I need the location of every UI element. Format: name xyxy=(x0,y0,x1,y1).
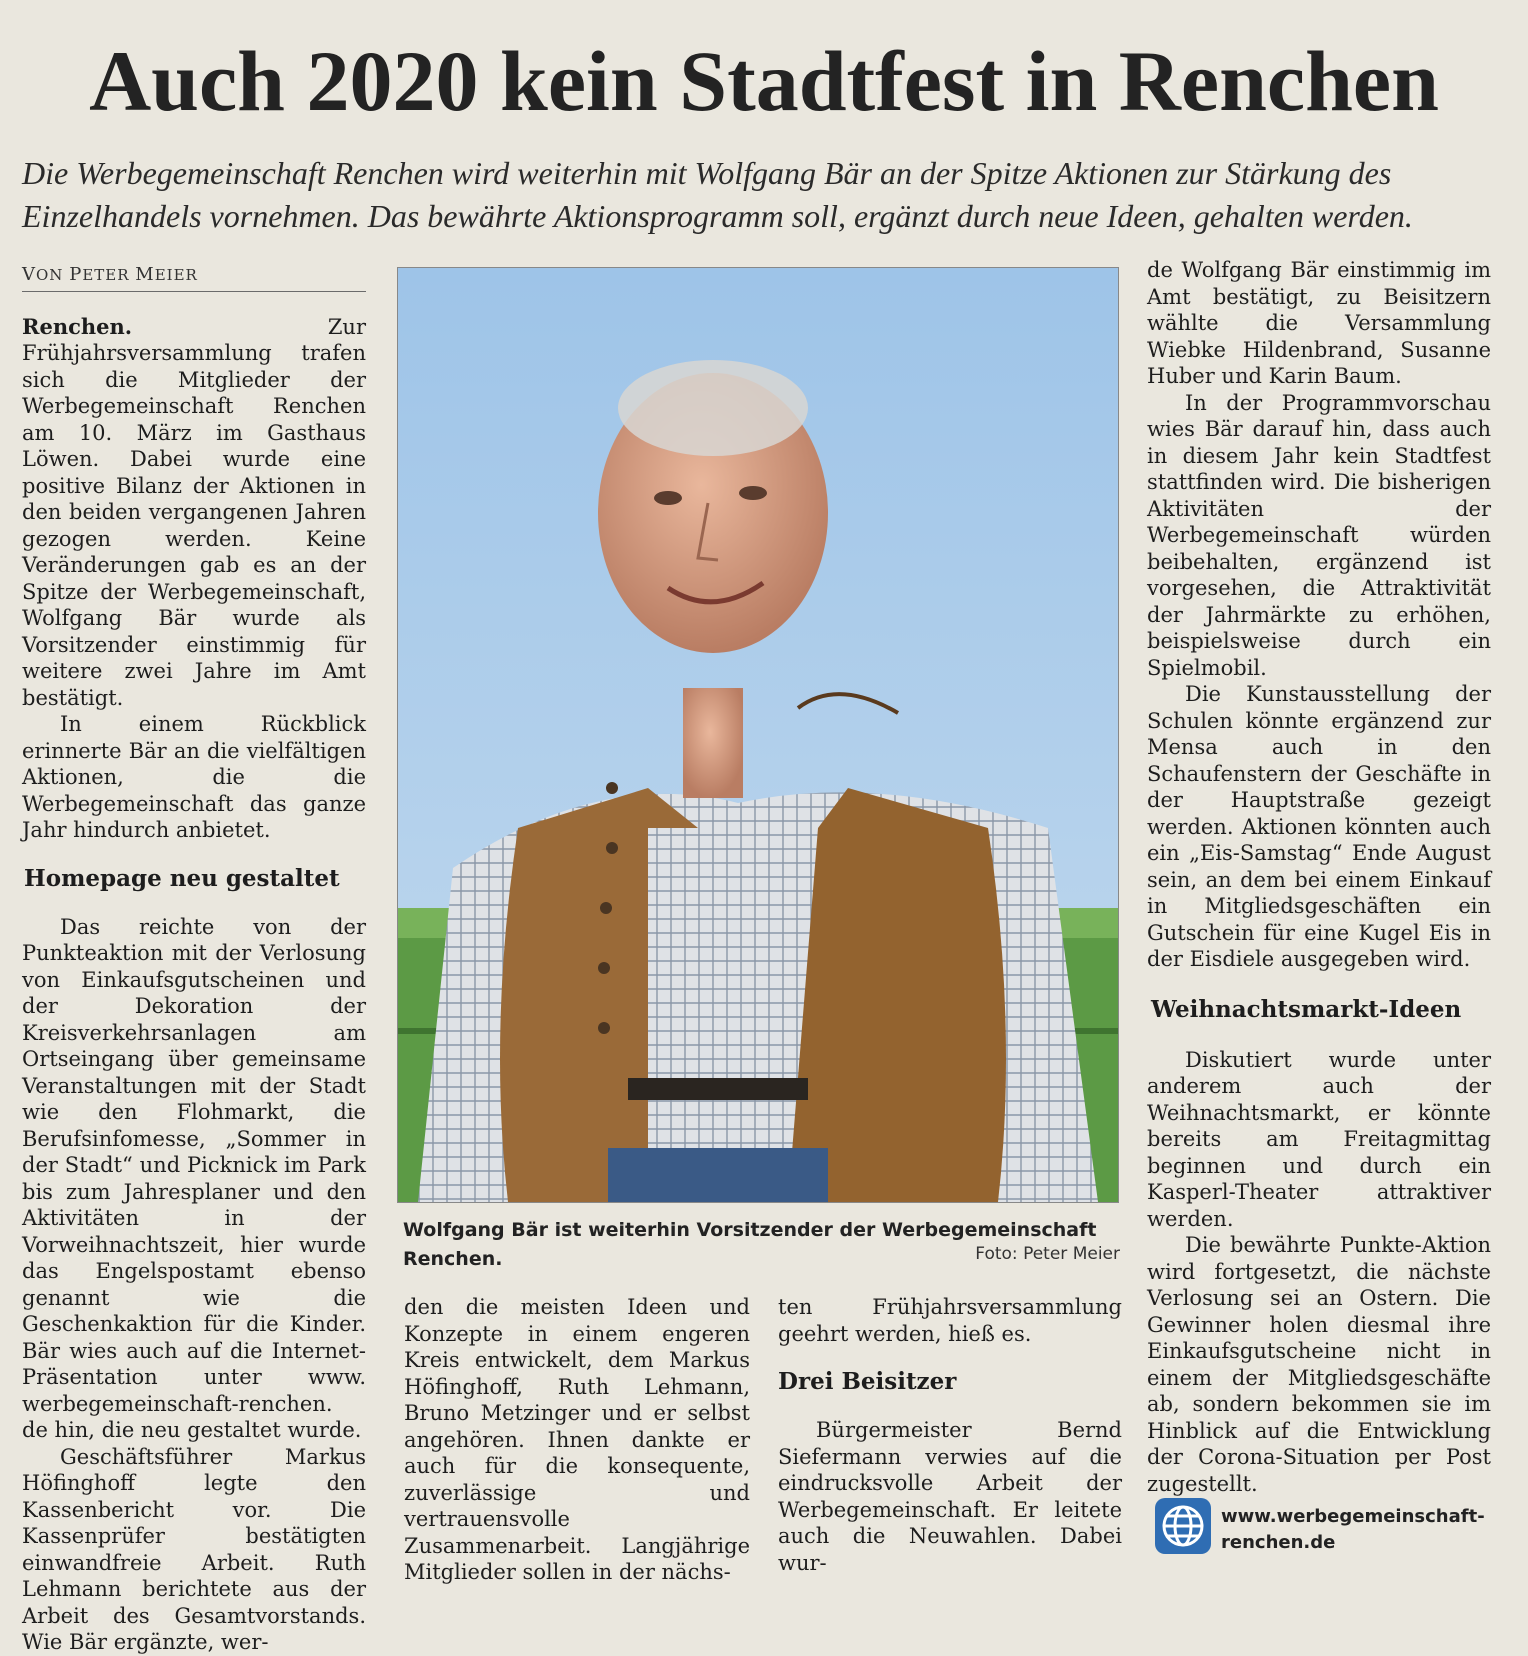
article-paragraph: In der Programmvorschau wies Bär darauf hin, dass auch in diesem Jahr kein Stadtfest stattfinden wird. Die bisherigen Aktivitäten der Werbegemeinschaft würden beibehalten, ergänzend ist vorgesehen, die Attraktivität der Jahrmärkte zu erhöhen, beispielsweise durch ein Spielmobil. xyxy=(1147,390,1491,680)
article-paragraph: In einem Rückblick erinnerte Bär an die vielfältigen Aktionen, die die Werbegemeinschaft das ganze Jahr hindurch anbietet. xyxy=(22,712,366,842)
column-4 xyxy=(1147,257,1491,1497)
column-1 xyxy=(22,262,366,1656)
article-paragraph: ten Frühjahrsversammlung geehrt werden, hieß es. xyxy=(778,1295,1122,1346)
photo-caption: Wolfgang Bär ist weiterhin Vorsitzender der Werbegemeinschaft Renchen. xyxy=(403,1219,1097,1270)
article-paragraph: den die meisten Ideen und Konzepte in einem engeren Kreis entwickelt, dem Markus Höfinghoff, Ruth Lehmann, Bruno Metzinger und er selbst angehören. Ihnen dankte er auch für die konsequente, zuverlässige und vertrauensvolle Zusammenarbeit. Langjährige Mitglieder sollen in der nächs- xyxy=(404,1295,750,1584)
subheading-homepage: Homepage neu gestaltet xyxy=(24,864,340,892)
globe-icon xyxy=(1155,1498,1211,1554)
lead-line-2: Einzelhandels vornehmen. Das bewährte Aktionsprogramm soll, ergänzt durch neue Ideen, gehalten werden. xyxy=(22,198,1413,234)
portrait-illustration xyxy=(398,268,1118,1202)
article-paragraph: Renchen. Zur Frühjahrsversammlung trafen sich die Mitglieder der Werbegemeinschaft Renchen am 10. März im Gasthaus Löwen. Dabei wurde eine positive Bilanz der Aktionen in den beiden vergangenen Jahren gezogen werden. Keine Veränderungen gab es an der Spitze der Werbegemeinschaft, Wolfgang Bär wurde als Vorsitzender einstimmig für weitere zwei Jahre im Amt bestätigt. xyxy=(22,313,366,710)
article-paragraph: Bürgermeister Bernd Siefermann verwies auf die eindrucksvolle Arbeit der Werbegemeinschaft. Er leitete auch die Neuwahlen. Dabei wur- xyxy=(778,1418,1122,1575)
web-link-url[interactable]: www.werbegemeinschaft- renchen.de xyxy=(1221,1506,1485,1553)
article-photo xyxy=(397,267,1119,1203)
article-paragraph: Diskutiert wurde unter anderem auch der Weihnachtsmarkt, er könnte bereits am Freitagmittag beginnen und durch ein Kasperl-Theater attraktiver werden. xyxy=(1147,1047,1491,1231)
lead-paragraph xyxy=(22,152,1506,238)
lead-line-1: Die Werbegemeinschaft Renchen wird weiterhin mit Wolfgang Bär an der Spitze Aktionen zur Stärkung des xyxy=(22,155,1392,191)
subheading-weihnachtsmarkt: Weihnachtsmarkt-Ideen xyxy=(1151,995,1462,1023)
article-paragraph: de Wolfgang Bär einstimmig im Amt bestätigt, zu Beisitzern wählte die Versammlung Wiebke Hildenbrand, Susanne Huber und Karin Baum. xyxy=(1147,258,1491,388)
article-paragraph: Geschäftsführer Markus Höfinghoff legte den Kassenbericht vor. Die Kassenprüfer bestätigten einwandfreie Arbeit. Ruth Lehmann berichtete aus der Arbeit des Gesamtvorstands. Wie Bär ergänzte, wer- xyxy=(22,1444,366,1654)
article-paragraph: Die Kunstausstellung der Schulen könnte ergänzend zur Mensa auch in den Schaufenstern der Geschäfte in der Hauptstraße gezeigt werden. Aktionen könnten auch ein „Eis-Samstag“ Ende August sein, an dem bei einem Einkauf in Mitgliedsgeschäften ein Gutschein für eine Kugel Eis in der Eisdiele ausgegeben wird. xyxy=(1147,682,1491,971)
column-3 xyxy=(778,1294,1122,1576)
web-link[interactable] xyxy=(1155,1496,1515,1560)
article-paragraph: Das reichte von der Punkteaktion mit der Verlosung von Einkaufsgutscheinen und der Dekoration der Kreisverkehrsanlagen am Ortseingang über gemeinsame Veranstaltungen mit der Stadt wie den Flohmarkt, die Berufsinfomesse, „Sommer in der Stadt“ und Picknick im Park bis zum Jahresplaner und den Aktivitäten in der Vorweihnachtszeit, hier wurde das Engelspostamt ebenso genannt wie die Geschenkaktion für die Kinder. Bär wies auch auf die Internet-Präsentation unter www. werbegemeinschaft-renchen. de hin, die neu gestaltet wurde. xyxy=(22,914,366,1442)
dateline: Renchen. xyxy=(22,313,133,339)
headline: Auch 2020 kein Stadtfest in Renchen xyxy=(89,33,1439,129)
subheading-beisitzer: Drei Beisitzer xyxy=(778,1368,957,1395)
article-paragraph: Die bewährte Punkte-Aktion wird fortgesetzt, die nächste Verlosung sei an Ostern. Die Gewinner holen diesmal ihre Einkaufsgutscheine nicht in einem der Mitgliedsgeschäfte ab, sondern bekommen sie im Hinblick auf die Entwicklung der Corona-Situation per Post zugestellt. xyxy=(1147,1233,1491,1496)
column-2 xyxy=(404,1294,750,1586)
photo-credit: Foto: Peter Meier xyxy=(975,1244,1120,1264)
byline: VON PETER MEIER xyxy=(22,262,366,292)
